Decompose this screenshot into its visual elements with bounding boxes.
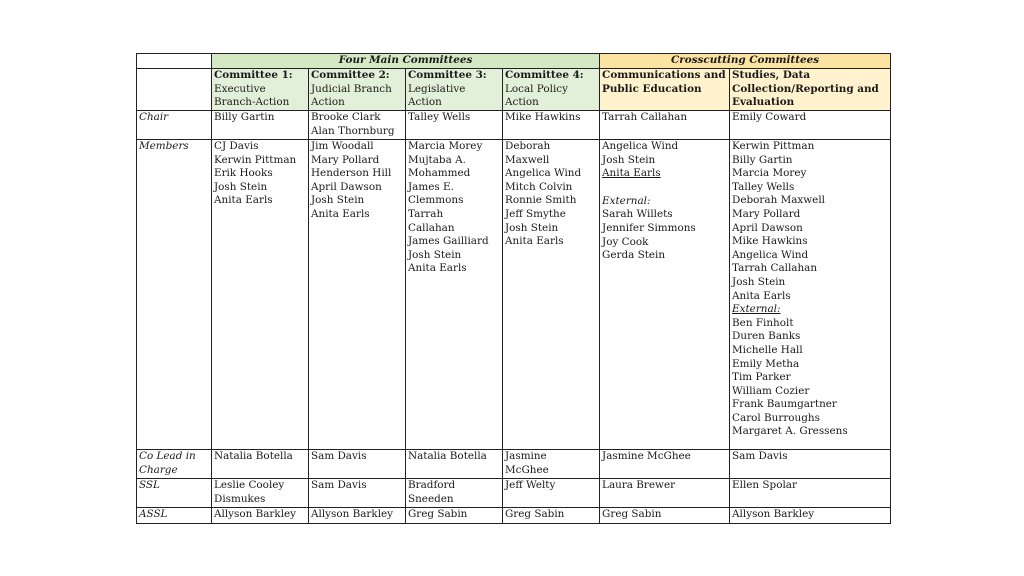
external-member-name: Joy Cook — [602, 235, 649, 248]
member-name: Maxwell — [505, 153, 550, 166]
member-name: Mohammed — [408, 167, 471, 180]
committee-header-title: Committee 4: — [505, 69, 584, 81]
committee-header-subtitle: Local Policy — [505, 82, 568, 95]
member-name: Josh Stein — [602, 153, 656, 166]
member-name: Anita Earls — [505, 235, 564, 248]
co-lead-cell-4 — [503, 450, 600, 479]
assl-cell-3: Greg Sabin — [406, 508, 503, 524]
row-label-chair: Chair — [137, 111, 212, 140]
member-name: April Dawson — [732, 221, 803, 234]
member-name: Jeff Smythe — [505, 207, 566, 220]
member-name: Angelica Wind — [602, 140, 679, 152]
external-member-name: Sarah Willets — [602, 208, 673, 221]
external-member-name: Jennifer Simmons — [602, 221, 696, 234]
member-name: Angelica Wind — [505, 167, 582, 180]
committee-header-subtitle: Executive — [214, 82, 266, 95]
external-member-name: Duren Banks — [732, 330, 801, 343]
member-name: James Gailliard — [408, 235, 489, 248]
ssl-name: Leslie Cooley — [214, 479, 285, 491]
corner-cell — [137, 54, 212, 69]
external-label: External: — [732, 303, 781, 316]
external-member-name: Emily Metha — [732, 357, 800, 370]
chair-cell-6 — [730, 111, 891, 140]
chair-name: Mike Hawkins — [505, 111, 581, 123]
row-label-co-lead: Co Lead in Charge — [137, 450, 212, 479]
chair-name: Emily Coward — [732, 111, 807, 123]
group-header-row — [137, 54, 891, 69]
member-name: James E. — [408, 180, 454, 193]
ssl-row — [137, 479, 891, 508]
co-lead-name: Sam Davis — [311, 450, 367, 462]
member-name: Anita Earls — [214, 194, 273, 207]
co-lead-name: Jasmine McGhee — [602, 450, 691, 462]
members-cell-2 — [309, 140, 406, 450]
external-member-name: Frank Baumgartner — [732, 398, 837, 411]
member-name: Mary Pollard — [311, 153, 380, 166]
group-main-committees: Four Main Committees — [212, 54, 600, 69]
co-lead-cell-2 — [309, 450, 406, 479]
ssl-cell-3 — [406, 479, 503, 508]
spacer — [602, 181, 727, 195]
members-cell-4 — [503, 140, 600, 450]
member-name: Kerwin Pittman — [214, 153, 297, 166]
chair-row — [137, 111, 891, 140]
committee-header-1 — [212, 69, 309, 111]
external-label: External: — [602, 194, 651, 207]
assl-cell-4: Greg Sabin — [503, 508, 600, 524]
ssl-name: Dismukes — [214, 492, 266, 505]
co-lead-name: McGhee — [505, 463, 549, 476]
member-name: Marcia Morey — [408, 140, 483, 152]
committee-header-title: Committee 2: — [311, 69, 390, 81]
committee-header-row — [137, 69, 891, 111]
committee-header-2 — [309, 69, 406, 111]
ssl-name: Sneeden — [408, 492, 454, 505]
external-member-name: Ben Finholt — [732, 316, 794, 329]
ssl-cell-5 — [600, 479, 730, 508]
committee-header-title: Committee 1: — [214, 69, 293, 81]
co-lead-row — [137, 450, 891, 479]
member-name: Josh Stein — [505, 221, 559, 234]
external-member-name: Michelle Hall — [732, 343, 803, 356]
committee-table — [136, 53, 891, 524]
member-name: Tarrah — [408, 207, 444, 220]
member-name: Mujtaba A. — [408, 153, 466, 166]
chair-cell-4 — [503, 111, 600, 140]
member-name: Tarrah Callahan — [732, 262, 818, 275]
members-cell-3 — [406, 140, 503, 450]
ssl-name: Jeff Welty — [505, 479, 556, 491]
external-member-name: Tim Parker — [732, 371, 791, 384]
ssl-cell-6 — [730, 479, 891, 508]
ssl-cell-4 — [503, 479, 600, 508]
committee-header-5 — [600, 69, 730, 111]
member-name: Anita Earls — [408, 262, 467, 275]
assl-cell-1: Allyson Barkley — [212, 508, 309, 524]
co-lead-cell-5 — [600, 450, 730, 479]
members-cell-studies — [730, 140, 891, 450]
member-name: Mike Hawkins — [732, 235, 808, 248]
members-cell-communications — [600, 140, 730, 450]
assl-cell-2: Allyson Barkley — [309, 508, 406, 524]
chair-name: Tarrah Callahan — [602, 111, 688, 123]
chair-cell-5 — [600, 111, 730, 140]
ssl-cell-2 — [309, 479, 406, 508]
co-lead-name: Jasmine — [505, 450, 547, 462]
committee-header-subtitle: Action — [311, 96, 345, 109]
assl-cell-5: Greg Sabin — [600, 508, 730, 524]
external-member-name: William Cozier — [732, 384, 810, 397]
member-name: Deborah Maxwell — [732, 194, 825, 207]
chair-name: Brooke Clark — [311, 111, 381, 123]
member-name: Henderson Hill — [311, 167, 392, 180]
member-name: Angelica Wind — [732, 248, 809, 261]
committee-header-subtitle: Action — [505, 96, 539, 109]
external-member-name: Carol Burroughs — [732, 411, 820, 424]
row-label-members: Members — [137, 140, 212, 450]
co-lead-cell-6 — [730, 450, 891, 479]
ssl-cell-1 — [212, 479, 309, 508]
committee-header-4 — [503, 69, 600, 111]
chair-cell-1 — [212, 111, 309, 140]
group-crosscutting-committees: Crosscutting Committees — [600, 54, 891, 69]
co-lead-name: Natalia Botella — [408, 450, 487, 462]
committee-header-subtitle: Branch-Action — [214, 96, 290, 109]
external-member-name: Gerda Stein — [602, 249, 666, 262]
co-lead-name: Sam Davis — [732, 450, 788, 462]
member-name: Anita Earls — [602, 167, 661, 180]
member-name: Mitch Colvin — [505, 180, 573, 193]
committee-header-title: Studies, Data Collection/Reporting and Evaluation — [732, 69, 879, 109]
committee-header-subtitle: Action — [408, 96, 442, 109]
member-name: Clemmons — [408, 194, 464, 207]
member-name: Kerwin Pittman — [732, 140, 815, 152]
member-name: Billy Gartin — [732, 153, 793, 166]
assl-cell-6: Allyson Barkley — [730, 508, 891, 524]
chair-cell-2 — [309, 111, 406, 140]
member-name: Mary Pollard — [732, 207, 801, 220]
committee-header-subtitle: Legislative — [408, 82, 466, 95]
members-row — [137, 140, 891, 450]
ssl-name: Laura Brewer — [602, 479, 676, 491]
member-name: CJ Davis — [214, 140, 259, 152]
committee-header-title: Committee 3: — [408, 69, 487, 81]
member-name: Deborah — [505, 140, 551, 152]
ssl-name: Ellen Spolar — [732, 479, 797, 491]
member-name: Jim Woodall — [311, 140, 374, 152]
member-name: Callahan — [408, 221, 455, 234]
committee-header-3 — [406, 69, 503, 111]
member-name: Josh Stein — [311, 194, 365, 207]
row-label-assl: ASSL — [137, 508, 212, 524]
ssl-name: Bradford — [408, 479, 456, 491]
co-lead-cell-1 — [212, 450, 309, 479]
member-name: Erik Hooks — [214, 167, 273, 180]
member-name: Talley Wells — [732, 180, 795, 193]
member-name: Anita Earls — [311, 207, 370, 220]
member-name: Josh Stein — [214, 180, 268, 193]
committee-header-title: Communications and Public Education — [602, 69, 726, 95]
committee-header-subtitle: Judicial Branch — [311, 82, 392, 95]
external-member-name: Margaret A. Gressens — [732, 425, 848, 438]
ssl-name: Sam Davis — [311, 479, 367, 491]
assl-row — [137, 508, 891, 524]
member-name: Anita Earls — [732, 289, 791, 302]
member-name: Ronnie Smith — [505, 194, 577, 207]
chair-name: Alan Thornburg — [311, 124, 395, 137]
member-name: Marcia Morey — [732, 167, 807, 180]
member-name: Josh Stein — [408, 248, 462, 261]
chair-name: Talley Wells — [408, 111, 471, 123]
member-name: April Dawson — [311, 180, 382, 193]
co-lead-name: Natalia Botella — [214, 450, 293, 462]
committee-header-6 — [730, 69, 891, 111]
row-label-ssl: SSL — [137, 479, 212, 508]
chair-name: Billy Gartin — [214, 111, 275, 123]
members-cell-1 — [212, 140, 309, 450]
co-lead-cell-3 — [406, 450, 503, 479]
chair-cell-3 — [406, 111, 503, 140]
member-name: Josh Stein — [732, 275, 786, 288]
header-label-cell — [137, 69, 212, 111]
